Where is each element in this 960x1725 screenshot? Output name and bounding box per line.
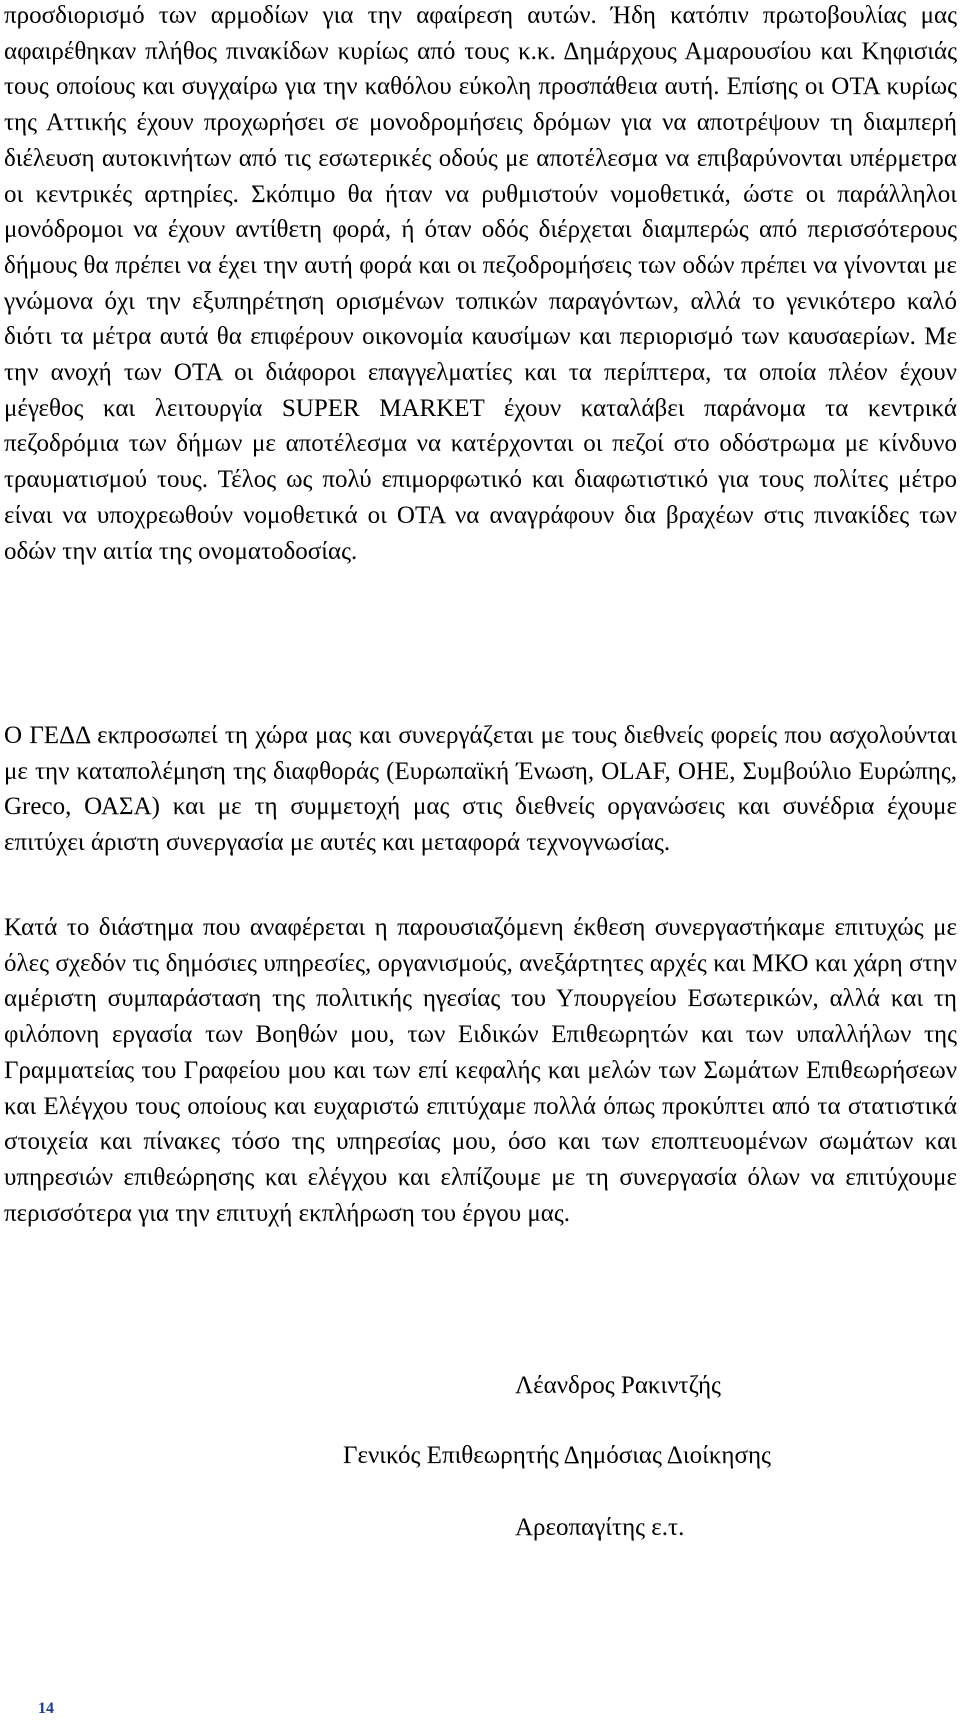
page-number: 14 bbox=[38, 1700, 54, 1717]
signatory-title: Γενικός Επιθεωρητής Δημόσιας Διοίκησης bbox=[343, 1442, 771, 1469]
body-paragraph: προσδιορισμό των αρμοδίων για την αφαίρεση αυτών. Ήδη κατόπιν πρωτοβουλίας μας αφαιρέθηκαν πλήθος πινακίδων κυρίως από τους κ.κ. Δημάρχους Αμαρουσίου και Κηφισιάς τους οποίους και συγχαίρω για την καθόλου εύκολη προσπάθεια αυτή. Επίσης οι ΟΤΑ κυρίως της Αττικής έχουν προχωρήσει σε μονοδρομήσεις δρόμων για να αποτρέψουν τη διαμπερή διέλευση αυτοκινήτων από τις εσωτερικές οδούς με αποτέλεσμα να επιβαρύνονται υπέρμετρα οι κεντρικές αρτηρίες. Σκόπιμο θα ήταν να ρυθμιστούν νομοθετικά, ώστε οι παράλληλοι μονόδρομοι να έχουν αντίθετη φορά, ή όταν οδός διέρχεται διαμπερώς από περισσότερους δήμους θα πρέπει να έχει την αυτή φορά και οι πεζοδρομήσεις των οδών πρέπει να γίνονται με γνώμονα όχι την εξυπηρέτηση ορισμένων τοπικών παραγόντων, αλλά το γενικότερο καλό διότι τα μέτρα αυτά θα επιφέρουν οικονομία καυσίμων και περιορισμό των καυσαερίων. Με την ανοχή των ΟΤΑ οι διάφοροι επαγγελματίες και τα περίπτερα, τα οποία πλέον έχουν μέγεθος και λειτουργία SUPER MARKET έχουν καταλάβει παράνομα τα κεντρικά πεζοδρόμια των δήμων με αποτέλεσμα να κατέρχονται οι πεζοί στο οδόστρωμα με κίνδυνο τραυματισμού τους. Τέλος ως πολύ επιμορφωτικό και διαφωτιστικό για τους πολίτες μέτρο είναι να υποχρεωθούν νομοθετικά οι ΟΤΑ να αναγράφουν δια βραχέων στις πινακίδες των οδών την αιτία της ονοματοδοσίας. bbox=[4, 2, 957, 565]
body-paragraph: Κατά το διάστημα που αναφέρεται η παρουσιαζόμενη έκθεση συνεργαστήκαμε επιτυχώς με όλες σχεδόν τις δημόσιες υπηρεσίες, οργανισμούς, ανεξάρτητες αρχές και ΜΚΟ και χάρη στην αμέριστη συμπαράσταση της πολιτικής ηγεσίας του Υπουργείου Εσωτερικών, αλλά και τη φιλόπονη εργασία των Βοηθών μου, των Ειδικών Επιθεωρητών και των υπαλλήλων της Γραμματείας του Γραφείου μου και των επί κεφαλής και μελών των Σωμάτων Επιθεωρήσεων και Ελέγχου τους οποίους και ευχαριστώ επιτύχαμε πολλά όπως προκύπτει από τα στατιστικά στοιχεία και πίνακες τόσο της υπηρεσίας μου, όσο και των εποπτευομένων σωμάτων και υπηρεσιών επιθεώρησης και ελέγχου και ελπίζουμε με τη συνεργασία όλων να επιτύχουμε περισσότερα για την επιτυχή εκπλήρωση του έργου μας. bbox=[4, 914, 957, 1227]
body-paragraph: Ο ΓΕΔΔ εκπροσωπεί τη χώρα μας και συνεργάζεται με τους διεθνείς φορείς που ασχολούνται με την καταπολέμηση της διαφθοράς (Ευρωπαϊκή Ένωση, OLAF, ΟΗΕ, Συμβούλιο Ευρώπης, Greco, ΟΑΣΑ) και με τη συμμετοχή μας στις διεθνείς οργανώσεις και συνέδρια έχουμε επιτύχει άριστη συνεργασία με αυτές και μεταφορά τεχνογνωσίας. bbox=[4, 722, 957, 857]
signatory-role: Αρεοπαγίτης ε.τ. bbox=[515, 1514, 685, 1541]
signatory-name: Λέανδρος Ρακιντζής bbox=[515, 1372, 721, 1399]
